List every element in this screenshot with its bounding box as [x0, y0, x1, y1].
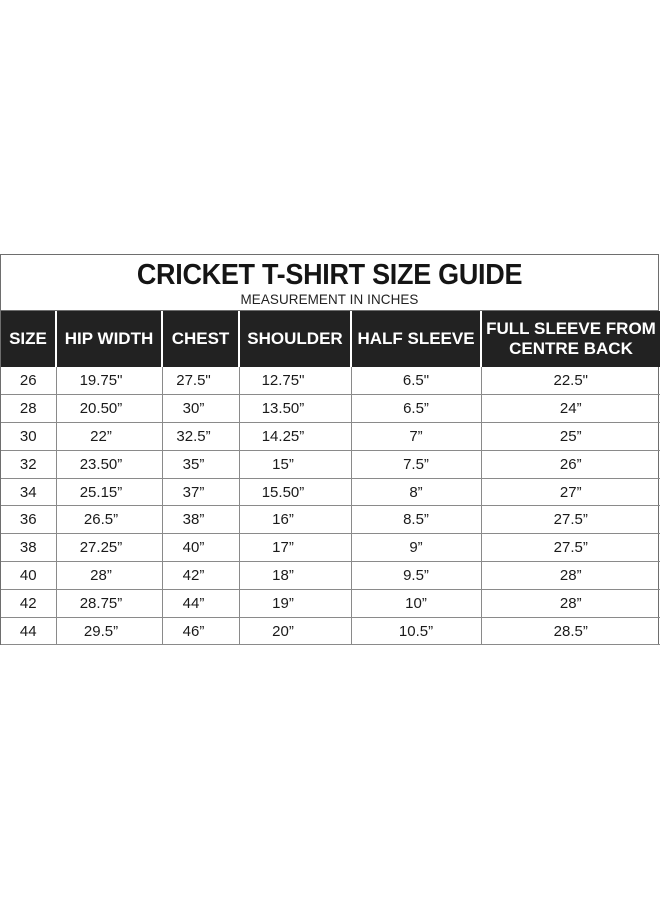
cell-size: 42	[1, 589, 56, 617]
table-row	[1, 367, 660, 395]
cell-hip-width: 23.50”	[56, 450, 162, 478]
table-row	[1, 478, 660, 506]
cell-full-sleeve: 26”	[481, 450, 660, 478]
guide-subtitle: MEASUREMENT IN INCHES	[240, 291, 419, 307]
title-block	[1, 255, 658, 311]
cell-full-sleeve: 25”	[481, 423, 660, 451]
cell-chest: 42”	[162, 562, 239, 590]
cell-hip-width: 29.5”	[56, 617, 162, 645]
table-row	[1, 450, 660, 478]
header-hip-width: HIP WIDTH	[56, 311, 162, 367]
cell-size: 30	[1, 423, 56, 451]
cell-shoulder: 16”	[239, 506, 351, 534]
cell-hip-width: 25.15”	[56, 478, 162, 506]
cell-shoulder: 17”	[239, 534, 351, 562]
table-row	[1, 562, 660, 590]
cell-chest: 32.5”	[162, 423, 239, 451]
cell-half-sleeve: 9.5”	[351, 562, 481, 590]
cell-shoulder: 19”	[239, 589, 351, 617]
cell-size: 44	[1, 617, 56, 645]
header-chest: CHEST	[162, 311, 239, 367]
table-row	[1, 395, 660, 423]
table-row	[1, 423, 660, 451]
cell-chest: 37”	[162, 478, 239, 506]
table-row	[1, 617, 660, 645]
cell-full-sleeve: 22.5"	[481, 367, 660, 395]
table-row	[1, 506, 660, 534]
table-body	[1, 367, 660, 645]
cell-full-sleeve: 27.5”	[481, 506, 660, 534]
table-row	[1, 534, 660, 562]
cell-chest: 27.5"	[162, 367, 239, 395]
cell-shoulder: 18”	[239, 562, 351, 590]
cell-size: 40	[1, 562, 56, 590]
cell-hip-width: 22”	[56, 423, 162, 451]
cell-shoulder: 13.50”	[239, 395, 351, 423]
header-size: SIZE	[1, 311, 56, 367]
cell-shoulder: 15”	[239, 450, 351, 478]
cell-hip-width: 28.75”	[56, 589, 162, 617]
cell-size: 32	[1, 450, 56, 478]
cell-size: 26	[1, 367, 56, 395]
cell-chest: 44”	[162, 589, 239, 617]
guide-title: CRICKET T-SHIRT SIZE GUIDE	[136, 259, 523, 291]
header-full-sleeve: FULL SLEEVE FROM CENTRE BACK	[481, 311, 660, 367]
cell-size: 28	[1, 395, 56, 423]
cell-full-sleeve: 28”	[481, 562, 660, 590]
cell-chest: 30”	[162, 395, 239, 423]
cell-half-sleeve: 10”	[351, 589, 481, 617]
size-guide	[0, 254, 659, 645]
cell-hip-width: 19.75"	[56, 367, 162, 395]
cell-hip-width: 28”	[56, 562, 162, 590]
cell-shoulder: 14.25”	[239, 423, 351, 451]
cell-shoulder: 15.50”	[239, 478, 351, 506]
cell-chest: 38”	[162, 506, 239, 534]
cell-hip-width: 20.50”	[56, 395, 162, 423]
cell-half-sleeve: 8.5”	[351, 506, 481, 534]
cell-half-sleeve: 10.5”	[351, 617, 481, 645]
cell-chest: 35”	[162, 450, 239, 478]
cell-half-sleeve: 9”	[351, 534, 481, 562]
cell-hip-width: 27.25”	[56, 534, 162, 562]
cell-half-sleeve: 6.5”	[351, 395, 481, 423]
cell-half-sleeve: 8”	[351, 478, 481, 506]
cell-size: 38	[1, 534, 56, 562]
cell-half-sleeve: 7.5”	[351, 450, 481, 478]
cell-size: 34	[1, 478, 56, 506]
cell-full-sleeve: 28.5”	[481, 617, 660, 645]
cell-full-sleeve: 27.5”	[481, 534, 660, 562]
cell-size: 36	[1, 506, 56, 534]
cell-half-sleeve: 6.5"	[351, 367, 481, 395]
size-table	[1, 311, 660, 645]
cell-half-sleeve: 7”	[351, 423, 481, 451]
cell-full-sleeve: 28”	[481, 589, 660, 617]
cell-shoulder: 20”	[239, 617, 351, 645]
cell-chest: 40”	[162, 534, 239, 562]
cell-full-sleeve: 27”	[481, 478, 660, 506]
header-row	[1, 311, 660, 367]
header-shoulder: SHOULDER	[239, 311, 351, 367]
cell-hip-width: 26.5”	[56, 506, 162, 534]
cell-chest: 46”	[162, 617, 239, 645]
cell-full-sleeve: 24”	[481, 395, 660, 423]
header-half-sleeve: HALF SLEEVE	[351, 311, 481, 367]
table-row	[1, 589, 660, 617]
cell-shoulder: 12.75"	[239, 367, 351, 395]
